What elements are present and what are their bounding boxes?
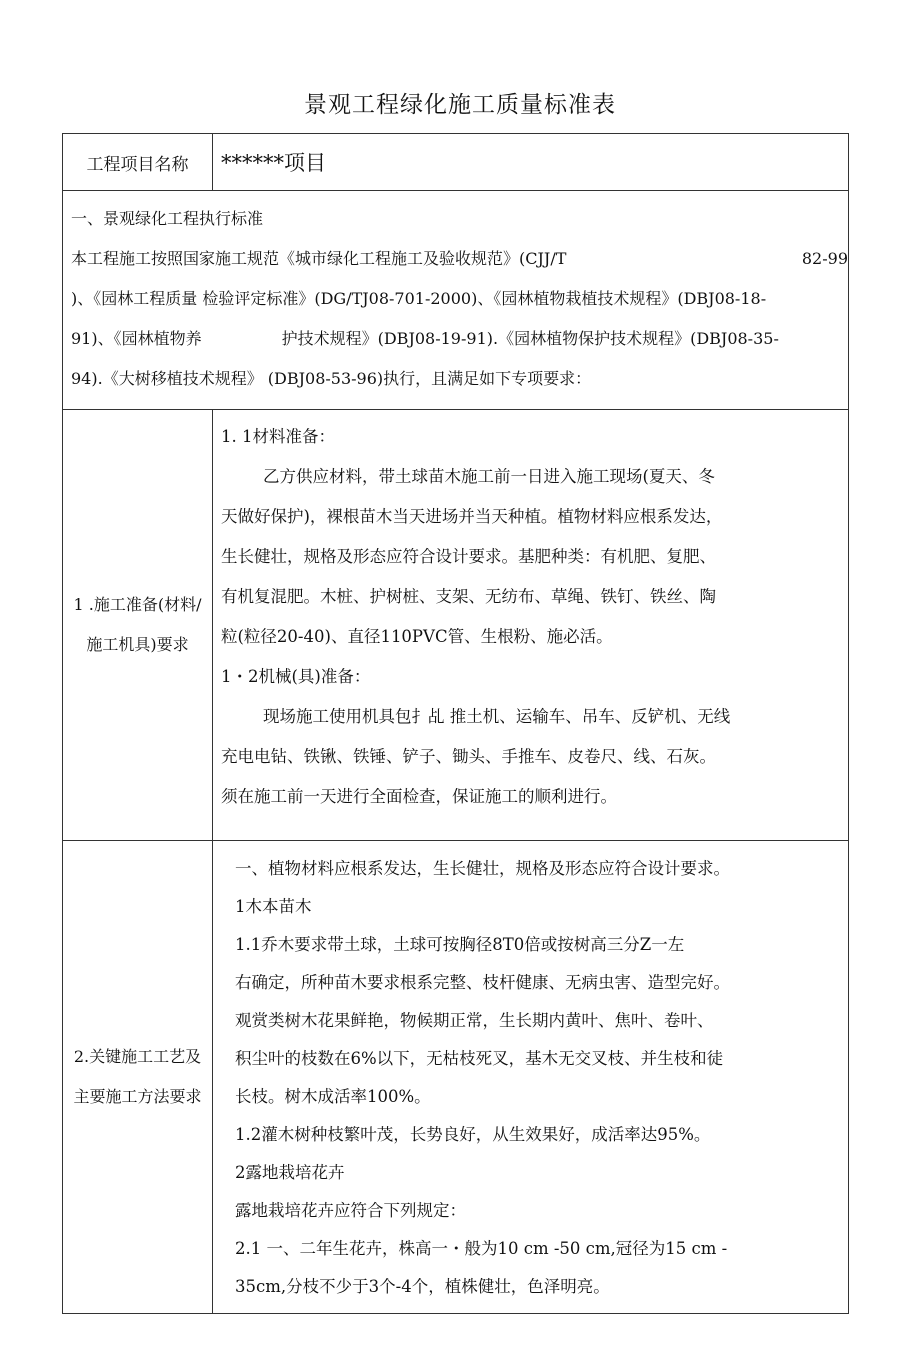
standards-line-1 xyxy=(71,243,848,283)
standards-heading: 一、景观绿化工程执行标准 xyxy=(71,209,264,228)
section-2-line: 2露地栽培花卉 xyxy=(235,1163,345,1182)
quality-standard-table xyxy=(62,133,849,1314)
section-2-line: 右确定，所种苗木要求根系完整、枝杆健康、无病虫害、造型完好。 xyxy=(235,973,730,992)
section-1-line: 有机复混肥。木桩、护树桩、支架、无纺布、草绳、铁钉、铁丝、陶 xyxy=(221,587,716,606)
section-1-line: 1. 1材料准备： xyxy=(221,427,335,446)
section-1-line: 充电电钻、铁锹、铁锤、铲子、锄头、手推车、皮卷尺、线、石灰。 xyxy=(221,747,716,766)
section-2-line: 2.1 一、二年生花卉，株高一・般为10 cm -50 cm,冠径为15 cm - xyxy=(235,1239,728,1258)
project-name-label: 工程项目名称 xyxy=(63,134,213,191)
section-2-line: 1.2灌木树种枝繁叶茂，长势良好，从生效果好，成活率达95%。 xyxy=(235,1125,711,1144)
standards-line-2: )、《园林工程质量 检验评定标准》(DG/TJ08-701-2000)、《园林植物栽植技术规程》(DBJ08-18- xyxy=(71,289,767,308)
section-1-content xyxy=(213,410,849,841)
section-1-line: 现场施工使用机具包扌乩 推土机、运输车、吊车、反铲机、无线 xyxy=(263,707,731,726)
section-1-label: 1 .施工准备(材料/施工机具)要求 xyxy=(63,410,213,841)
section-2-line: 35cm,分枝不少于3个-4个，植株健壮，色泽明亮。 xyxy=(235,1277,610,1296)
standards-line-4: 94).《大树移植技术规程》 (DBJ08-53-96)执行，且满足如下专项要求： xyxy=(71,369,592,388)
section-2-line: 长枝。树木成活率100%。 xyxy=(235,1087,431,1106)
standards-line-1-left: 本工程施工按照国家施工规范《城市绿化工程施工及验收规范》(CJJ/T xyxy=(71,249,567,268)
standards-line-3 xyxy=(71,323,848,363)
section-2-content xyxy=(213,841,849,1314)
standards-cell xyxy=(63,191,849,410)
section-2-line: 1.1乔木要求带土球，土球可按胸径8T0倍或按树高三分Z一左 xyxy=(235,935,685,954)
section-1-line: 须在施工前一天进行全面检查，保证施工的顺利进行。 xyxy=(221,787,617,806)
section-1-line: 生长健壮，规格及形态应符合设计要求。基肥种类：有机肥、复肥、 xyxy=(221,547,716,566)
section-2-line: 观赏类树木花果鲜艳，物候期正常，生长期内黄叶、焦叶、卷叶、 xyxy=(235,1011,714,1030)
section-1-line: 1・2机械(具)准备： xyxy=(221,667,371,686)
section-2-line: 1木本苗木 xyxy=(235,897,312,916)
standards-line-3-right: 护技术规程》(DBJ08-19-91).《园林植物保护技术规程》(DBJ08-35- xyxy=(281,329,779,348)
section-2-label: 2.关键施工工艺及主要施工方法要求 xyxy=(63,841,213,1314)
section-1-line: 乙方供应材料，带土球苗木施工前一日进入施工现场(夏天、冬 xyxy=(263,467,715,486)
project-name-value: ******项目 xyxy=(213,134,849,191)
project-row xyxy=(63,134,849,191)
section-1-row xyxy=(63,410,849,841)
section-2-row xyxy=(63,841,849,1314)
section-1-line: 粒(粒径20-40)、直径110PVC管、生根粉、施必活。 xyxy=(221,627,613,646)
section-2-line: 露地栽培花卉应符合下列规定： xyxy=(235,1201,466,1220)
section-1-line: 天做好保护)，裸根苗木当天进场并当天种植。植物材料应根系发达， xyxy=(221,507,723,526)
section-2-line: 积尘叶的枝数在6%以下，无枯枝死叉，基木无交叉枝、并生枝和徒 xyxy=(235,1049,724,1068)
document-title: 景观工程绿化施工质量标准表 xyxy=(304,92,616,118)
standards-row xyxy=(63,191,849,410)
standards-line-3-left: 91)、《园林植物养 xyxy=(71,329,202,348)
standards-line-1-right: 82-99 xyxy=(801,249,848,268)
section-2-line: 一、植物材料应根系发达，生长健壮，规格及形态应符合设计要求。 xyxy=(235,859,730,878)
